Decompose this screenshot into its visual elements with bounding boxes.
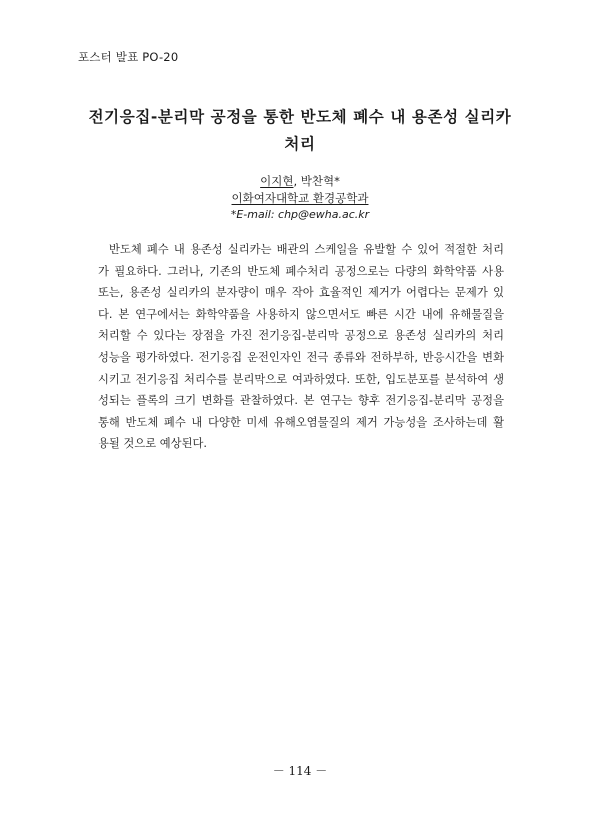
affiliation bbox=[0, 190, 600, 206]
abstract-line: 반도체 폐수 내 용존성 실리카는 배관의 스케일을 유발할 수 있어 적절한 처리 bbox=[109, 243, 504, 256]
paper-title bbox=[60, 104, 540, 158]
author-list bbox=[0, 173, 600, 189]
title-line-2: 처리 bbox=[284, 135, 316, 153]
author-separator: , bbox=[293, 174, 301, 188]
abstract-line: 또는, 용존성 실리카의 분자량이 매우 작아 효율적인 제거가 어렵다는 문제가 있 bbox=[98, 286, 504, 300]
contact-email: *E-mail: chp@ewha.ac.kr bbox=[230, 208, 370, 221]
abstract-line: 시키고 전기응집 처리수를 분리막으로 여과하였다. 또한, 입도분포를 분석하여 생 bbox=[98, 372, 504, 386]
page-number: － 114 － bbox=[272, 764, 328, 778]
abstract-body bbox=[98, 239, 504, 455]
abstract-line: 성되는 플록의 크기 변화를 관찰하였다. 본 연구는 향후 전기응집-분리막 공정을 bbox=[98, 394, 504, 408]
abstract-line: 용될 것으로 예상된다. bbox=[98, 437, 207, 451]
abstract-line: 처리할 수 있다는 장점을 가진 전기응집-분리막 공정으로 용존성 실리카의 처리 bbox=[98, 329, 504, 343]
session-label: 포스터 발표 PO-20 bbox=[78, 50, 179, 64]
affiliation-text: 이화여자대학교 환경공학과 bbox=[231, 191, 369, 205]
abstract-line: 다. 본 연구에서는 화학약품을 사용하지 않으면서도 빠른 시간 내에 유해물질을 bbox=[98, 307, 504, 321]
abstract-line: 가 필요하다. 그러나, 기존의 반도체 폐수처리 공정으로는 다량의 화학약품 사용 bbox=[98, 264, 504, 278]
title-line-1: 전기응집-분리막 공정을 통한 반도체 폐수 내 용존성 실리카 bbox=[88, 108, 512, 126]
author-presenting: 이지현 bbox=[260, 174, 294, 188]
abstract-line: 통해 반도체 폐수 내 다양한 미세 유해오염물질의 제거 가능성을 조사하는데 활 bbox=[98, 415, 504, 429]
abstract-line: 성능을 평가하였다. 전기응집 운전인자인 전극 종류와 전하부하, 반응시간을 변화 bbox=[98, 350, 504, 364]
author-corresponding: 박찬혁* bbox=[300, 174, 340, 188]
